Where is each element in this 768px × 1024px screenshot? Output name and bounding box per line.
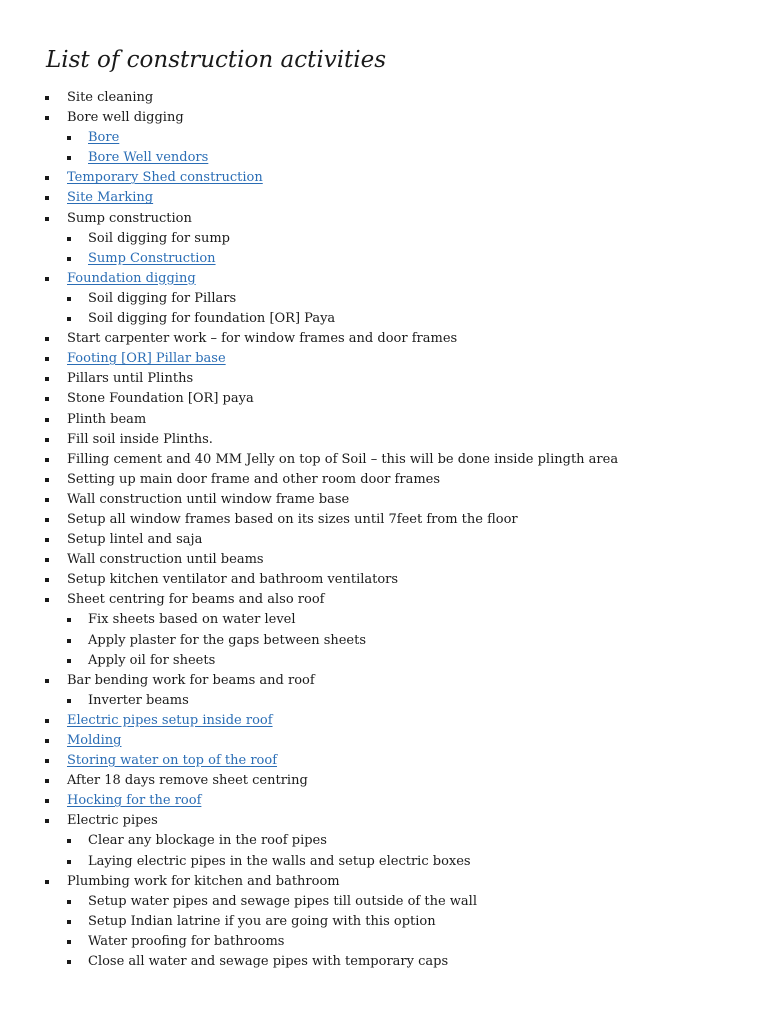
list-item-text: Apply oil for sheets bbox=[88, 652, 216, 668]
list-item bbox=[0, 771, 768, 791]
list-item-text: Setup Indian latrine if you are going with this option bbox=[88, 913, 436, 929]
bullet-icon bbox=[67, 257, 71, 261]
list-item bbox=[0, 209, 768, 229]
list-item bbox=[0, 811, 768, 831]
sub-list-item bbox=[0, 952, 768, 972]
list-item-text: Plumbing work for kitchen and bathroom bbox=[67, 873, 340, 889]
bullet-icon bbox=[67, 317, 71, 321]
list-item-text: Inverter beams bbox=[88, 692, 189, 708]
bullet-icon bbox=[67, 639, 71, 643]
list-item-text: Bore well digging bbox=[67, 110, 184, 126]
list-item-link[interactable]: Hocking for the roof bbox=[67, 793, 202, 809]
list-item bbox=[0, 751, 768, 771]
bullet-icon bbox=[45, 478, 49, 482]
bullet-icon bbox=[45, 779, 49, 783]
bullet-icon bbox=[45, 418, 49, 422]
sub-list-item bbox=[0, 912, 768, 932]
list-item bbox=[0, 791, 768, 811]
list-item bbox=[0, 570, 768, 590]
list-item bbox=[0, 168, 768, 188]
bullet-icon bbox=[45, 578, 49, 582]
list-item bbox=[0, 369, 768, 389]
list-item-text: Apply plaster for the gaps between sheets bbox=[88, 632, 367, 648]
list-item-text: Plinth beam bbox=[67, 411, 147, 427]
bullet-icon bbox=[67, 156, 71, 160]
sub-list-item bbox=[0, 148, 768, 168]
bullet-icon bbox=[45, 679, 49, 683]
list-item bbox=[0, 872, 768, 892]
list-item-text: Wall construction until beams bbox=[67, 552, 264, 568]
list-item-text: Water proofing for bathrooms bbox=[88, 933, 285, 949]
list-item bbox=[0, 108, 768, 128]
bullet-icon bbox=[67, 659, 71, 663]
list-item-text: Setup all window frames based on its sizes until 7feet from the floor bbox=[67, 511, 518, 527]
bullet-icon bbox=[45, 176, 49, 180]
list-item-link[interactable]: Temporary Shed construction bbox=[67, 170, 263, 186]
bullet-icon bbox=[67, 839, 71, 843]
bullet-icon bbox=[67, 237, 71, 241]
list-item bbox=[0, 510, 768, 530]
list-item bbox=[0, 88, 768, 108]
bullet-icon bbox=[45, 337, 49, 341]
list-item-text: Fill soil inside Plinths. bbox=[67, 431, 213, 447]
list-item-link[interactable]: Bore Well vendors bbox=[88, 150, 209, 166]
sub-list-item bbox=[0, 932, 768, 952]
sub-list-item bbox=[0, 309, 768, 329]
list-item-text: Filling cement and 40 MM Jelly on top of Soil – this will be done inside plingth area bbox=[67, 451, 619, 467]
bullet-icon bbox=[67, 900, 71, 904]
list-item-text: Setting up main door frame and other room door frames bbox=[67, 471, 441, 487]
list-item-text: Sheet centring for beams and also roof bbox=[67, 592, 325, 608]
bullet-icon bbox=[67, 920, 71, 924]
list-item-link[interactable]: Electric pipes setup inside roof bbox=[67, 712, 273, 728]
list-item bbox=[0, 470, 768, 490]
list-item-text: Setup lintel and saja bbox=[67, 532, 203, 548]
bullet-icon bbox=[45, 819, 49, 823]
bullet-icon bbox=[45, 458, 49, 462]
list-item-text: Fix sheets based on water level bbox=[88, 612, 296, 628]
list-item-text: Setup kitchen ventilator and bathroom ventilators bbox=[67, 572, 399, 588]
bullet-icon bbox=[45, 377, 49, 381]
bullet-icon bbox=[45, 880, 49, 884]
list-item bbox=[0, 550, 768, 570]
list-item bbox=[0, 430, 768, 450]
list-item bbox=[0, 329, 768, 349]
list-item-text: Wall construction until window frame base bbox=[67, 491, 350, 507]
list-item bbox=[0, 711, 768, 731]
sub-list-item bbox=[0, 289, 768, 309]
bullet-icon bbox=[45, 498, 49, 502]
list-item-link[interactable]: Site Marking bbox=[67, 190, 154, 206]
bullet-icon bbox=[45, 799, 49, 803]
bullet-icon bbox=[45, 518, 49, 522]
bullet-icon bbox=[67, 136, 71, 140]
list-item bbox=[0, 731, 768, 751]
sub-list-item bbox=[0, 651, 768, 671]
list-item bbox=[0, 410, 768, 430]
list-item-text: Electric pipes bbox=[67, 813, 158, 829]
list-item bbox=[0, 188, 768, 208]
list-item-text: Sump construction bbox=[67, 210, 192, 226]
list-item-text: Laying electric pipes in the walls and setup electric boxes bbox=[88, 853, 471, 869]
list-item-link[interactable]: Footing [OR] Pillar base bbox=[67, 351, 226, 367]
bullet-icon bbox=[45, 538, 49, 542]
list-item bbox=[0, 349, 768, 369]
sub-list-item bbox=[0, 691, 768, 711]
bullet-icon bbox=[45, 397, 49, 401]
list-item-text: Start carpenter work – for window frames and door frames bbox=[67, 331, 458, 347]
list-item-text: Soil digging for sump bbox=[88, 230, 230, 246]
list-item-link[interactable]: Storing water on top of the roof bbox=[67, 753, 278, 769]
bullet-icon bbox=[67, 618, 71, 622]
bullet-icon bbox=[45, 759, 49, 763]
sub-list-item bbox=[0, 229, 768, 249]
list-item bbox=[0, 490, 768, 510]
bullet-icon bbox=[45, 357, 49, 361]
list-item bbox=[0, 530, 768, 550]
sub-list-item bbox=[0, 892, 768, 912]
list-item-link[interactable]: Foundation digging bbox=[67, 270, 196, 286]
bullet-icon bbox=[45, 196, 49, 200]
sub-list-item bbox=[0, 128, 768, 148]
list-item bbox=[0, 450, 768, 470]
list-item-text: After 18 days remove sheet centring bbox=[67, 773, 308, 789]
list-item-link[interactable]: Bore bbox=[88, 130, 120, 146]
bullet-icon bbox=[45, 96, 49, 100]
sub-list-item bbox=[0, 852, 768, 872]
list-item-text: Clear any blockage in the roof pipes bbox=[88, 833, 327, 849]
list-item-text: Close all water and sewage pipes with temporary caps bbox=[88, 954, 449, 970]
bullet-icon bbox=[67, 297, 71, 301]
list-item-link[interactable]: Molding bbox=[67, 733, 122, 748]
list-item bbox=[0, 671, 768, 691]
list-item bbox=[0, 269, 768, 289]
bullet-icon bbox=[45, 719, 49, 723]
list-item bbox=[0, 389, 768, 409]
bullet-icon bbox=[67, 940, 71, 944]
bullet-icon bbox=[45, 438, 49, 442]
sub-list-item bbox=[0, 610, 768, 630]
list-item-text: Soil digging for foundation [OR] Paya bbox=[88, 311, 336, 327]
bullet-icon bbox=[45, 277, 49, 281]
sub-list-item bbox=[0, 249, 768, 269]
bullet-icon bbox=[67, 860, 71, 864]
bullet-icon bbox=[45, 739, 49, 743]
list-item-text: Pillars until Plinths bbox=[67, 371, 194, 387]
sub-list-item bbox=[0, 631, 768, 651]
list-item-text: Site cleaning bbox=[67, 90, 154, 105]
list-item-link[interactable]: Sump Construction bbox=[88, 250, 216, 266]
bullet-icon bbox=[67, 960, 71, 964]
bullet-icon bbox=[45, 598, 49, 602]
list-item-text: Setup water pipes and sewage pipes till outside of the wall bbox=[88, 893, 477, 909]
list-item-text: Bar bending work for beams and roof bbox=[67, 672, 315, 688]
sub-list-item bbox=[0, 831, 768, 851]
list-item-text: Stone Foundation [OR] paya bbox=[67, 391, 254, 407]
list-item-text: Soil digging for Pillars bbox=[88, 290, 237, 306]
bullet-icon bbox=[45, 116, 49, 120]
bullet-icon bbox=[67, 699, 71, 703]
list-item bbox=[0, 590, 768, 610]
page-title: List of construction activities bbox=[46, 47, 387, 73]
bullet-icon bbox=[45, 558, 49, 562]
activity-list bbox=[0, 88, 768, 972]
bullet-icon bbox=[45, 217, 49, 221]
